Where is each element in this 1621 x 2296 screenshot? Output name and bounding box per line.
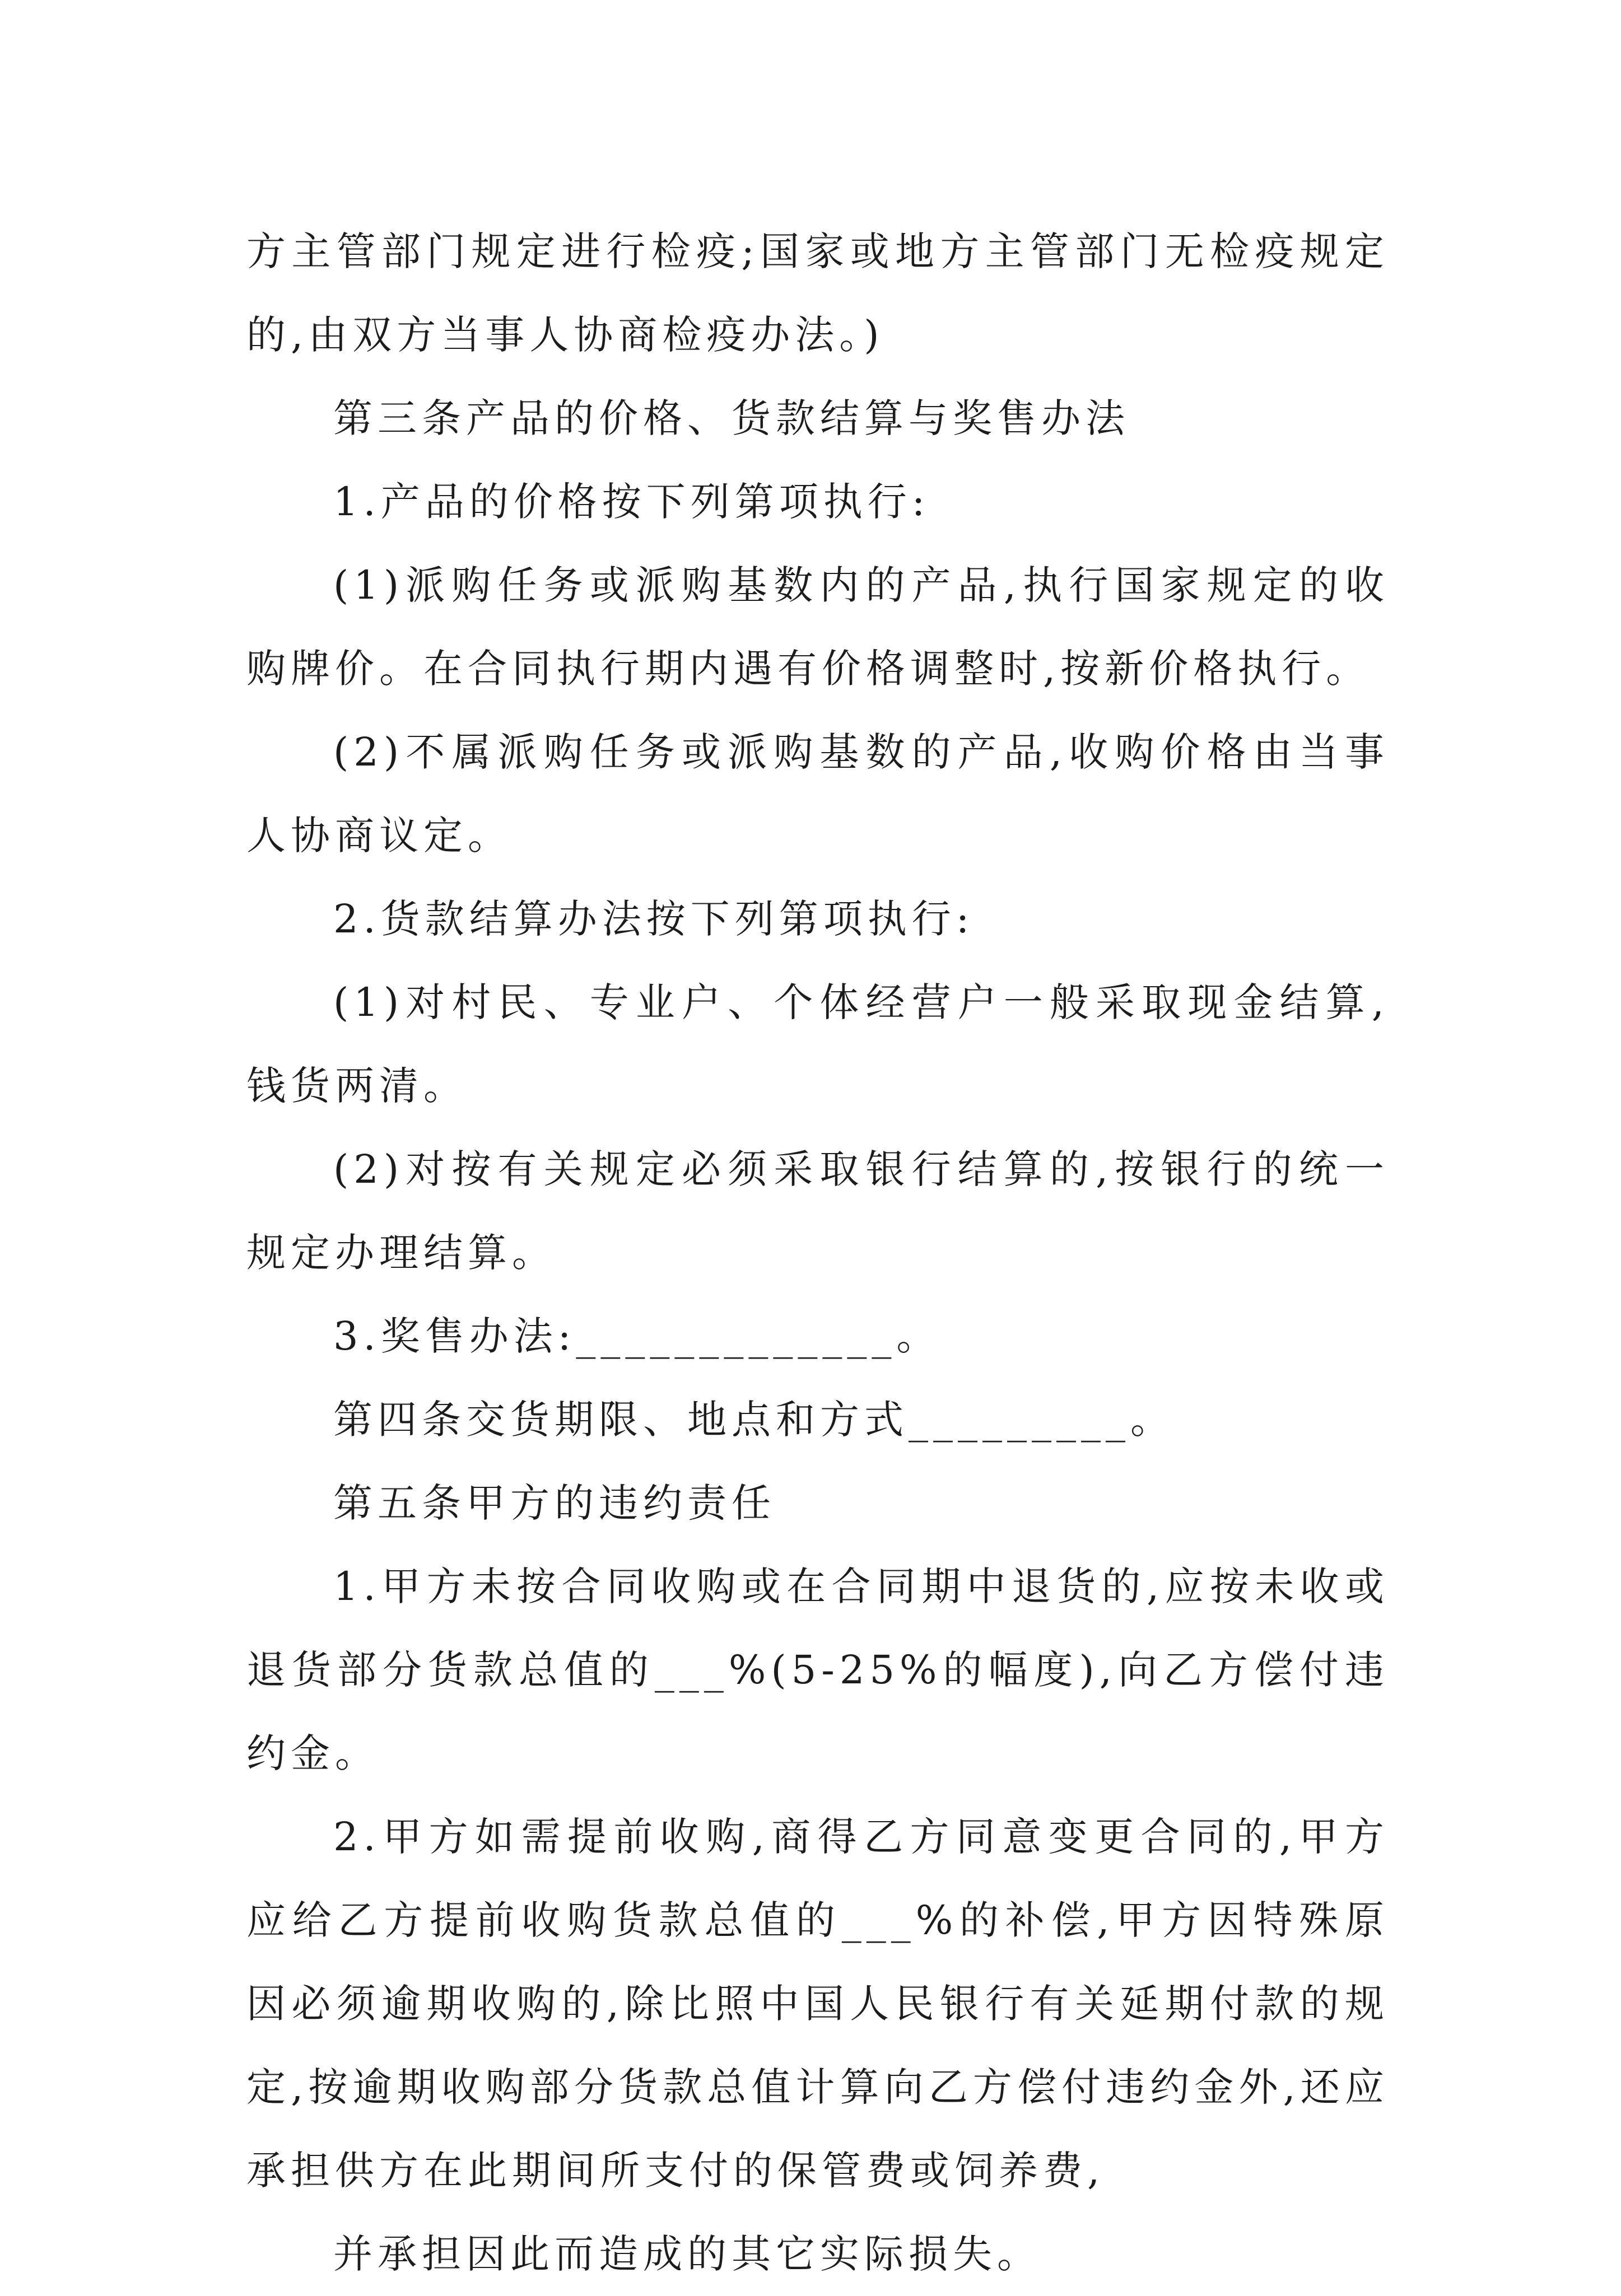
clause-breach-2-continuation: 并承担因此而造成的其它实际损失。: [333, 2231, 1041, 2277]
clause-price-item-2: (2)不属派购任务或派购基数的产品,收购价格由当事人协商议定。: [246, 729, 1389, 858]
paragraph-quarantine-continuation: 方主管部门规定进行检疫;国家或地方主管部门无检疫规定的,由双方当事人协商检疫办法。): [246, 228, 1389, 358]
heading-article-3: 第三条产品的价格、货款结算与奖售办法: [333, 395, 1130, 441]
clause-settlement-item-1: (1)对村民、专业户、个体经营户一般采取现金结算,钱货两清。: [246, 979, 1389, 1109]
clause-price-item-1: (1)派购任务或派购基数内的产品,执行国家规定的收购牌价。在合同执行期内遇有价格调整时,按新价格执行。: [246, 562, 1389, 692]
clause-breach-1: 1.甲方未按合同收购或在合同期中退货的,应按未收或退货部分货款总值的___%(5-25%的幅度),向乙方偿付违约金。: [246, 1564, 1389, 1776]
heading-article-4: 第四条交货期限、地点和方式_________。: [333, 1397, 1175, 1443]
document-body: [246, 210, 1389, 2296]
heading-article-5: 第五条甲方的违约责任: [333, 1480, 776, 1526]
clause-reward-sale: 3.奖售办法:_____________。: [333, 1313, 941, 1359]
clause-breach-2: 2.甲方如需提前收购,商得乙方同意变更合同的,甲方应给乙方提前收购货款总值的___%的补偿,甲方因特殊原因必须逾期收购的,除比照中国人民银行有关延期付款的规定,按逾期收购部分货款总值计算向乙方偿付违约金外,还应承担供方在此期间所支付的保管费或饲养费,: [246, 1814, 1389, 2194]
clause-settlement-item-2: (2)对按有关规定必须采取银行结算的,按银行的统一规定办理结算。: [246, 1146, 1389, 1276]
clause-price: 1.产品的价格按下列第项执行:: [333, 479, 930, 525]
clause-settlement: 2.货款结算办法按下列第项执行:: [333, 896, 975, 942]
